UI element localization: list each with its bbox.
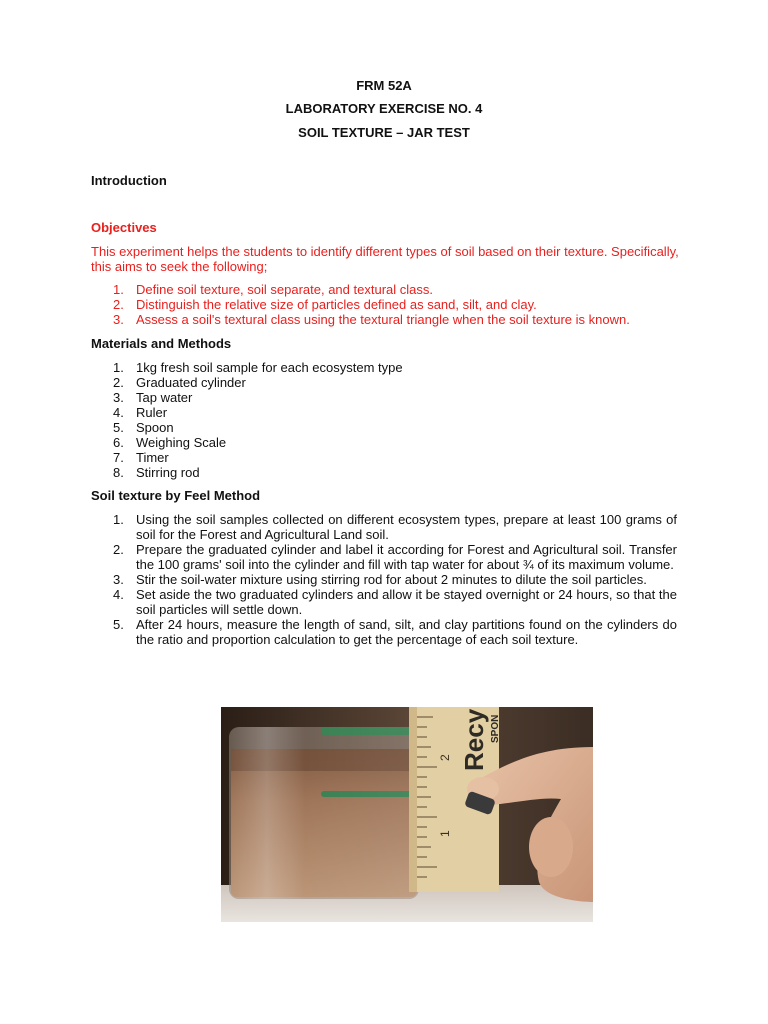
list-number: 2. [113,375,124,390]
list-item [91,360,403,375]
objectives-heading: Objectives [91,220,157,235]
step-number: 3. [113,572,124,587]
list-number: 8. [113,465,124,480]
list-number: 6. [113,435,124,450]
list-text: Weighing Scale [136,435,227,450]
list-text: Stirring rod [136,465,200,480]
list-number: 7. [113,450,124,465]
step-item [91,512,677,542]
ruler-sub: SPON [490,714,501,743]
introduction-heading: Introduction [91,173,167,188]
list-item [91,405,403,420]
list-number: 1. [113,360,124,375]
exercise-title: LABORATORY EXERCISE NO. 4 [285,101,483,116]
list-item [91,465,403,480]
list-number: 1. [113,282,124,297]
step-item [91,587,677,617]
step-number: 2. [113,542,124,557]
list-item [91,390,403,405]
ruler-brand: Recy [459,708,489,771]
step-text: Prepare the graduated cylinder and label it according for Forest and Agricultural soil. Transfer the 100 grams' soil into the cylinder and fill with tap water for about ¾ of its maximum volume. [136,542,677,572]
materials-list [0,360,403,480]
step-text: Stir the soil-water mixture using stirring rod for about 2 minutes to dilute the soil particles. [136,572,647,587]
list-number: 2. [113,297,124,312]
materials-heading: Materials and Methods [91,336,232,351]
step-number: 5. [113,617,124,632]
step-item [91,542,677,572]
ruler-mark-2: 2 [438,754,452,761]
list-item [91,282,630,297]
list-item [91,312,630,327]
list-number: 5. [113,420,124,435]
page-title: SOIL TEXTURE – JAR TEST [298,125,470,140]
list-text: Distinguish the relative size of particles defined as sand, silt, and clay. [136,297,537,312]
step-text: After 24 hours, measure the length of sand, silt, and clay partitions found on the cylinders do the ratio and proportion calculation to get the percentage of each soil texture. [136,617,677,647]
step-item [91,617,677,647]
step-number: 4. [113,587,124,602]
list-number: 4. [113,405,124,420]
step-number: 1. [113,512,124,527]
feel-method-heading: Soil texture by Feel Method [91,488,261,503]
list-number: 3. [113,312,124,327]
list-item [91,375,403,390]
step-text: Set aside the two graduated cylinders and allow it be stayed overnight or 24 hours, so that the soil particles will settle down. [136,587,677,617]
course-code: FRM 52A [356,78,412,93]
list-item [91,420,403,435]
step-text: Using the soil samples collected on different ecosystem types, prepare at least 100 grams of soil for the Forest and Agricultural Land soil. [136,512,677,542]
jar-test-illustration [221,707,593,922]
list-text: 1kg fresh soil sample for each ecosystem type [136,360,403,375]
objectives-intro: This experiment helps the students to identify different types of soil based on their texture. Specifically, this aims to seek the following; [91,244,679,274]
list-number: 3. [113,390,124,405]
jar-test-photo [221,707,593,922]
list-text: Tap water [136,390,193,405]
step-item [91,572,677,587]
list-text: Ruler [136,405,168,420]
list-item [91,297,630,312]
list-text: Define soil texture, soil separate, and textural class. [136,282,433,297]
objectives-list [0,282,630,327]
feel-method-steps [0,512,677,647]
list-text: Timer [136,450,169,465]
list-text: Assess a soil's textural class using the textural triangle when the soil texture is known. [136,312,630,327]
list-text: Spoon [136,420,174,435]
list-item [91,435,403,450]
list-text: Graduated cylinder [136,375,246,390]
ruler-mark-1: 1 [438,830,452,837]
list-item [91,450,403,465]
